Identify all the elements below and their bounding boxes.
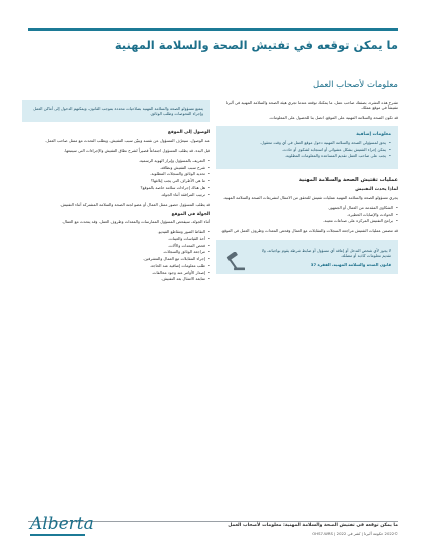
list-item: • طلب معلومات إضافية عند الحاجة. [22, 263, 210, 268]
arrival-list [22, 158, 210, 197]
list-item: • التعريف بالمسؤول وإبراز الهوية الرسمية. [22, 158, 210, 163]
why-paragraph-2: قد تتضمن عمليات التفتيش مراجعة السجلات والمقابلات مع العمال وفحص المعدات وظروف العمل في الموقع. [220, 228, 398, 234]
alberta-logo: Alberta [30, 514, 94, 534]
list-item: • مراجعة الوثائق والسجلات. [22, 249, 210, 254]
document-title: ما يمكن توقعه في تفتيش الصحة والسلامة المهنية [114, 38, 398, 52]
list-item: • يمكن إجراء التفتيش بشكل عشوائي أو استجابة لشكوى أو حادث. [223, 147, 391, 152]
list-item: • التقاط الصور ومقاطع الفيديو. [22, 229, 210, 234]
tour-list [22, 229, 210, 281]
list-item: • يحق لمسؤولي الصحة والسلامة المهنية دخول موقع العمل في أي وقت معقول. [223, 140, 391, 145]
arrival-heading: الوصول إلى الموقع [167, 130, 210, 136]
list-item: • إصدار الأوامر عند وجود مخالفات. [22, 270, 210, 275]
list-item: • إجراء المقابلات مع العمال والمشرفين. [22, 256, 210, 261]
info-paragraph: قد تكون الصحة والسلامة المهنية على الموقع. اتصل بنا للحصول على المعلومات. [268, 115, 398, 121]
top-accent-bar [28, 28, 398, 31]
list-item: • ترتيب المرافقة أثناء الجولة. [22, 192, 210, 197]
left-column [22, 100, 210, 286]
document-subtitle: معلومات لأصحاب العمل [313, 80, 398, 90]
list-item: • ما هي الأطراف التي يجب إبلاغها؟ [22, 178, 210, 183]
arrival-paragraph: عند الوصول، سيعرّف المسؤول عن نفسه ويبيّن سبب التفتيش، ويطلب التحدث مع ممثل صاحب العمل. [45, 137, 210, 143]
tour-paragraph: أثناء الجولة، سيفحص المسؤول الممارسات والمعدات وظروف العمل، وقد يتحدث مع العمال. [61, 219, 210, 225]
powers-box: يتمتع مسؤولو الصحة والسلامة المهنية بصلاحيات محددة بموجب القانون، ويمكنهم الدخول إلى أماكن العمل وإجراء الفحوصات وطلب الوثائق. [22, 100, 210, 122]
subsection-heading: لماذا يحدث التفتيش [355, 187, 398, 193]
list-item: • أخذ القياسات والعينات. [22, 236, 210, 241]
tips-box-title: معلومات إضافية [356, 131, 391, 137]
footer-meta: ©2022 حكومة ألبرتا | نُشر في 2022 | OHS7-WRS [312, 531, 398, 536]
footer-title: ما يمكن توقعه في تفتيش الصحة والسلامة المهنية: معلومات لأصحاب العمل [228, 523, 398, 528]
tips-box [216, 126, 398, 170]
tour-heading: الجولة في الموقع [171, 211, 210, 217]
intro-paragraph: تشرح هذه النشرة، بصفتك صاحب عمل، ما يمكنك توقعه عندما تجري هيئة الصحة والسلامة المهنية في ألبرتا تفتيشاً في موقع عملك. [225, 100, 398, 111]
list-item: • يجب على صاحب العمل تقديم المساعدة والمعلومات المطلوبة. [223, 153, 391, 158]
why-paragraph: يجري مسؤولو الصحة والسلامة المهنية عمليات تفتيش للتحقق من الامتثال لتشريعات الصحة والسلامة المهنية. [222, 194, 398, 200]
list-item: • الحوادث والإصابات الخطيرة. [216, 212, 398, 217]
legal-callout-box [216, 240, 398, 275]
why-list [216, 205, 398, 224]
section-heading: عمليات تفتيش الصحة والسلامة المهنية [298, 177, 398, 184]
list-item: • برامج التفتيش المركزة على صناعات معينة. [216, 218, 398, 223]
callout-text: لا يجوز لأي شخص التدخل أو إعاقة أي مسؤول أو ضابط شرطة يقوم بواجباته، ولا تقديم معلومات كاذبة أو مضللة. [261, 247, 391, 258]
list-item: • متابعة الامتثال بعد التفتيش. [22, 276, 210, 281]
list-item: • فحص المعدات والآلات. [22, 243, 210, 248]
gavel-icon [224, 252, 246, 272]
tips-list [223, 140, 391, 159]
right-column [216, 100, 398, 274]
list-item: • الشكاوى المقدمة من العمال أو الجمهور. [216, 205, 398, 210]
logo-underline [30, 534, 85, 536]
list-item: • تحديد الوثائق والسجلات المطلوبة. [22, 171, 210, 176]
callout-citation: قانون الصحة والسلامة المهنية، الفقرة 37 [310, 262, 391, 268]
list-item: • هل هناك إجراءات سلامة خاصة بالموقع؟ [22, 185, 210, 190]
arrival-paragraph-2: قبل البدء، قد يطلب المسؤول اجتماعاً قصيراً لشرح نطاق التفتيش والإجراءات التي سيتبعها. [63, 147, 210, 153]
list-item: • شرح سبب التفتيش ونطاقه. [22, 165, 210, 170]
arrival-paragraph-3: قد يطلب المسؤول حضور ممثل العمال أو عضو لجنة الصحة والسلامة المشتركة أثناء التفتيش. [59, 201, 210, 207]
